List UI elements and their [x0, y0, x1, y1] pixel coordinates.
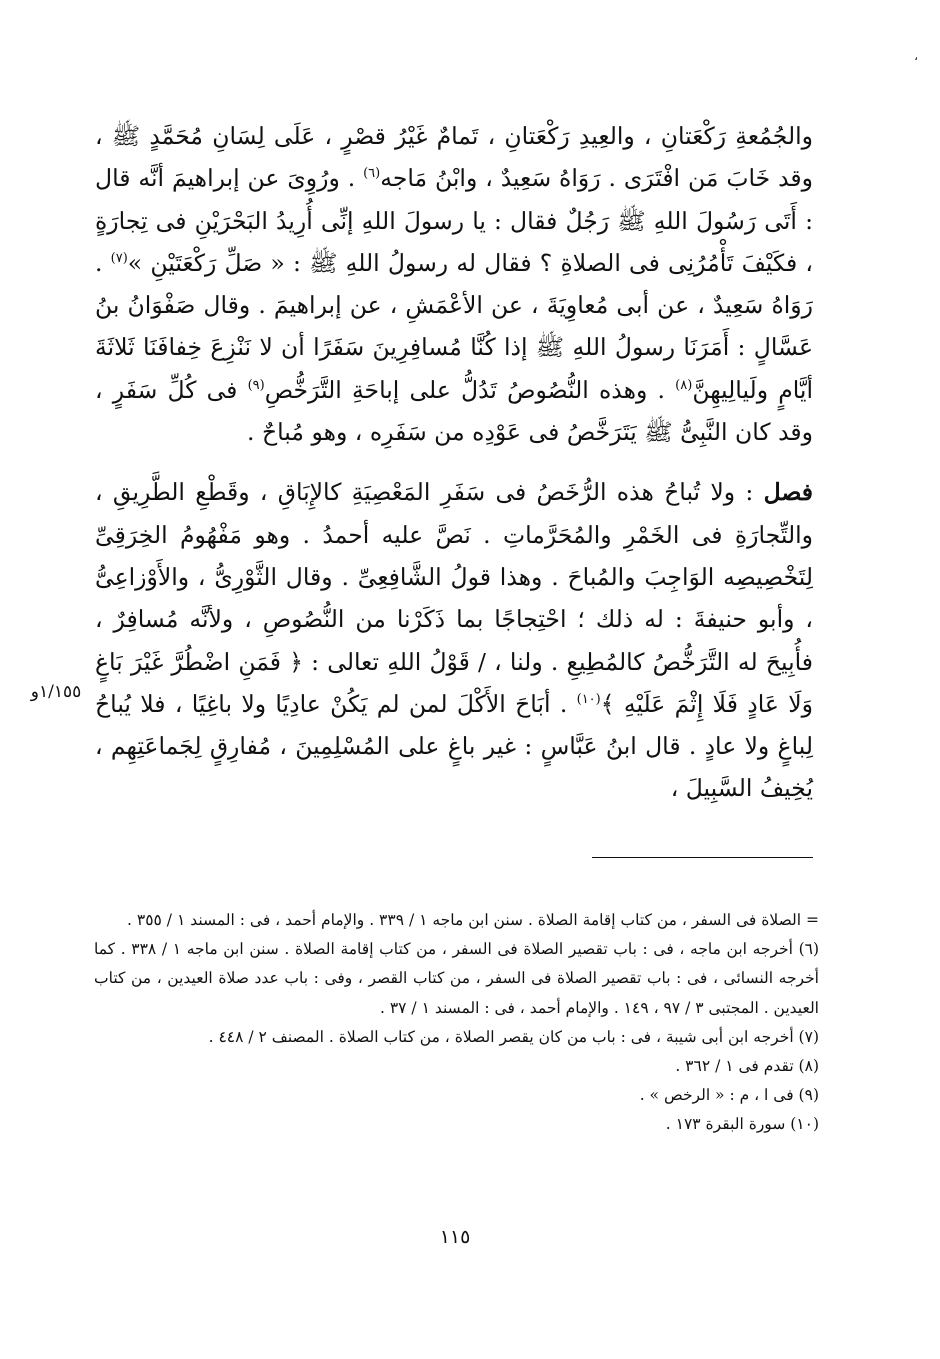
footnote-ref-6[interactable]: (٦)	[363, 166, 381, 182]
footnote-continuation: = الصلاة فى السفر ، من كتاب إقامة الصلاة . سنن ابن ماجه ١ / ٣٣٩ . والإمام أحمد ، فى : المسند ١ / ٣٥٥ .	[127, 911, 819, 929]
text-run: والجُمُعةِ رَكْعَتانِ ، والعِيدِ رَكْعَتانِ ، تَمامٌ غَيْرُ قصْرٍ ، عَلَى لِسَانِ مُحَمَّدٍ ﷺ ، وقد خَابَ مَن افْتَرَى . رَوَاهُ سَعِيدٌ ، وابْنُ مَاجه	[95, 122, 814, 193]
footnote-9: (٩) فى ا ، م : « الرخص » .	[639, 1086, 819, 1105]
stray-mark: ،	[914, 49, 918, 63]
footnote-6: (٦) أخرجه ابن ماجه ، فى : باب تقصير الصلاة فى السفر ، من كتاب إقامة الصلاة . سنن ابن ماجه ١ / ٣٣٨ . كما أخرجه النسائى ، فى : باب تقصير الصلاة فى السفر ، من كتاب القصر ، وفى : باب عدد صلاة العيدين ، من كتاب العيدين . المجتبى ٣ / ٩٧ ، ١٤٩ . والإمام أحمد ، فى : المسند ١ / ٣٧ .	[94, 940, 820, 1017]
paragraph-1	[95, 115, 813, 453]
footnote-8: (٨) تقدم فى ١ / ٣٦٢ .	[675, 1057, 819, 1076]
paragraph-2	[95, 471, 813, 809]
footnote-ref-8[interactable]: (٨)	[675, 377, 693, 393]
text-run: . وهذه النُّصُوصُ تَدُلُّ على إباحَةِ التَّرَخُّصِ	[264, 375, 676, 404]
text-run: . أبَاحَ الأَكْلَ لمن لم يَكُنْ عادِيًا ولا باغِيًا ، فلا يُباحُ لِباغٍ ولا عادٍ . قال ابنُ عَبَّاسٍ : غير باغٍ على المُسْلِمِينَ ، مُفارِقٍ لِجَماعَتِهِم ، يُخِيفُ السَّبِيلَ ،	[95, 689, 813, 803]
footnote-ref-9[interactable]: (٩)	[247, 377, 265, 393]
text-run: فى كُلِّ سَفَرٍ ، وقد كان النَّبِىُّ ﷺ يَتَرَخَّصُ فى عَوْدِه من سَفَرِه ، وهو مُباحٌ .	[95, 375, 813, 447]
footnote-7: (٧) أخرجه ابن أبى شيبة ، فى : باب من كان يقصر الصلاة ، من كتاب الصلاة . المصنف ٢ / ٤٤٨ .	[208, 1027, 819, 1046]
footnote-separator	[592, 857, 813, 858]
footnote-ref-7[interactable]: (٧)	[110, 251, 128, 267]
footnote-10: (١٠) سورة البقرة ١٧٣ .	[665, 1115, 819, 1134]
section-heading: فصل	[763, 478, 813, 507]
text-run: . ورُوِىَ عن إبراهيمَ أنَّه قال : أَتَى رَسُولَ اللهِ ﷺ رَجُلٌ فقال : يا رسولَ اللهِ إنِّى أُرِيدُ البَحْرَيْنِ فى تِجارَةٍ ، فكَيْفَ تَأْمُرُنِى فى الصلاةِ ؟ فقال له رسولُ اللهِ ﷺ : « صَلِّ رَكْعَتَيْنِ »	[95, 164, 813, 277]
text-run: : ولا تُباحُ هذه الرُّخَصُ فى سَفَرِ المَعْصِيَةِ كالإِبَاقِ ، وقَطْعِ الطَّرِيقِ ، والتِّجارَةِ فى الخَمْرِ والمُحَرَّماتِ . نَصَّ عليه أحمدُ . وهو مَفْهُومُ الخِرَقِىِّ لِتَخْصِيصِه الوَاجِبَ والمُباحَ . وهذا قولُ الشَّافِعِىِّ . وقال الثَّوْرِىُّ ، والأَوْزاعِىُّ ، وأبو حنيفةَ : له ذلك ؛ احْتِجاجًا بما ذَكَرْنا من النُّصُوصِ ، ولأنَّه مُسافِرٌ ، فأُبِيحَ له التَّرَخُّصُ كالمُطِيعِ . ولنا ، / قَوْلُ اللهِ تعالى : ﴿ فَمَنِ اضْطُرَّ غَيْرَ بَاغٍ وَلَا عَادٍ فَلَا إِثْمَ عَلَيْهِ ﴾	[95, 478, 813, 718]
main-text	[95, 115, 813, 810]
text-run: . رَوَاهُ سَعِيدٌ ، عن أبى مُعاوِيَةَ ، عن الأعْمَشِ ، عن إبراهيمَ . وقال صَفْوَانُ بنُ عَسَّالٍ : أَمَرَنَا رسولُ اللهِ ﷺ إذا كُنَّا مُسافِرِينَ سَفَرًا أن لا نَنْزِعَ خِفافَنَا ثَلاثَةَ أيَّامٍ ولَيالِيهِنَّ	[95, 248, 813, 404]
footnotes-list	[94, 906, 819, 1140]
folio-margin-note: ١/١٥٥و	[30, 682, 82, 702]
footnote-ref-10[interactable]: (١٠)	[576, 692, 601, 708]
page-number: ١١٥	[439, 1226, 471, 1248]
